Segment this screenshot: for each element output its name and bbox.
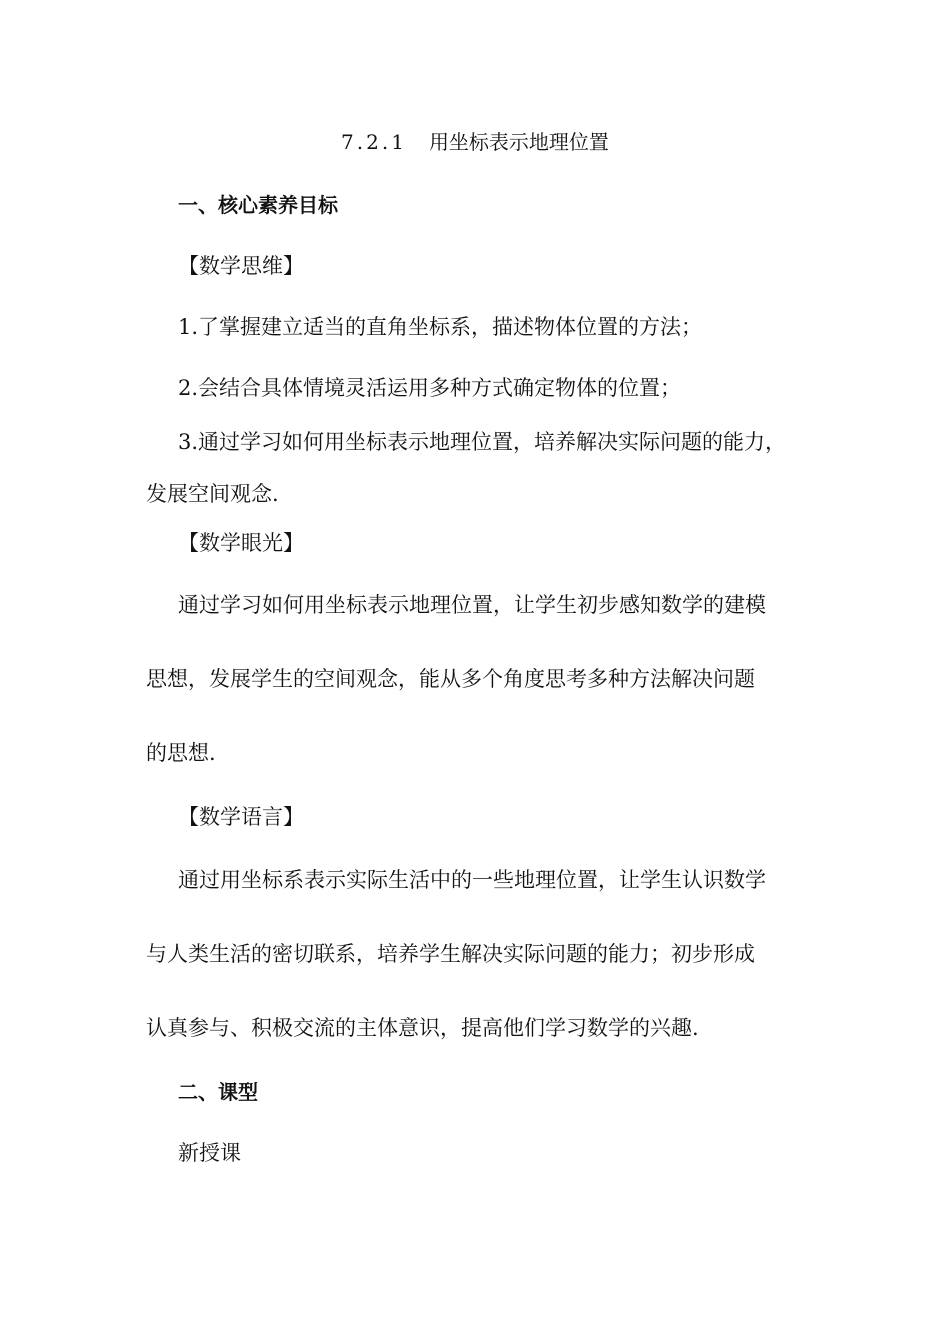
language-line-2: 与人类生活的密切联系，培养学生解决实际问题的能力；初步形成: [146, 942, 755, 966]
vision-line-2: 思想，发展学生的空间观念，能从多个角度思考多种方法解决问题: [146, 667, 755, 691]
thinking-item-3: 3.通过学习如何用坐标表示地理位置，培养解决实际问题的能力，: [178, 430, 787, 454]
subsection-label-language: 【数学语言】: [178, 805, 304, 829]
section-heading-goals: 一、核心素养目标: [178, 193, 338, 217]
subsection-label-vision: 【数学眼光】: [178, 531, 304, 555]
language-line-3: 认真参与、积极交流的主体意识，提高他们学习数学的兴趣.: [146, 1016, 699, 1040]
page-title: [0, 127, 950, 157]
subsection-label-thinking: 【数学思维】: [178, 254, 304, 278]
vision-line-3: 的思想.: [146, 741, 216, 765]
section-heading-type: 二、课型: [178, 1080, 258, 1104]
language-line-1: 通过用坐标系表示实际生活中的一些地理位置，让学生认识数学: [178, 868, 766, 892]
title-number: 7.2.1: [341, 130, 407, 154]
thinking-item-3-cont: 发展空间观念.: [146, 482, 279, 506]
thinking-item-1: 1.了掌握建立适当的直角坐标系，描述物体位置的方法；: [178, 315, 703, 339]
vision-line-1: 通过学习如何用坐标表示地理位置，让学生初步感知数学的建模: [178, 593, 766, 617]
title-text: 用坐标表示地理位置: [428, 130, 609, 154]
thinking-item-2: 2.会结合具体情境灵活运用多种方式确定物体的位置；: [178, 376, 682, 400]
lesson-type-value: 新授课: [178, 1141, 241, 1165]
